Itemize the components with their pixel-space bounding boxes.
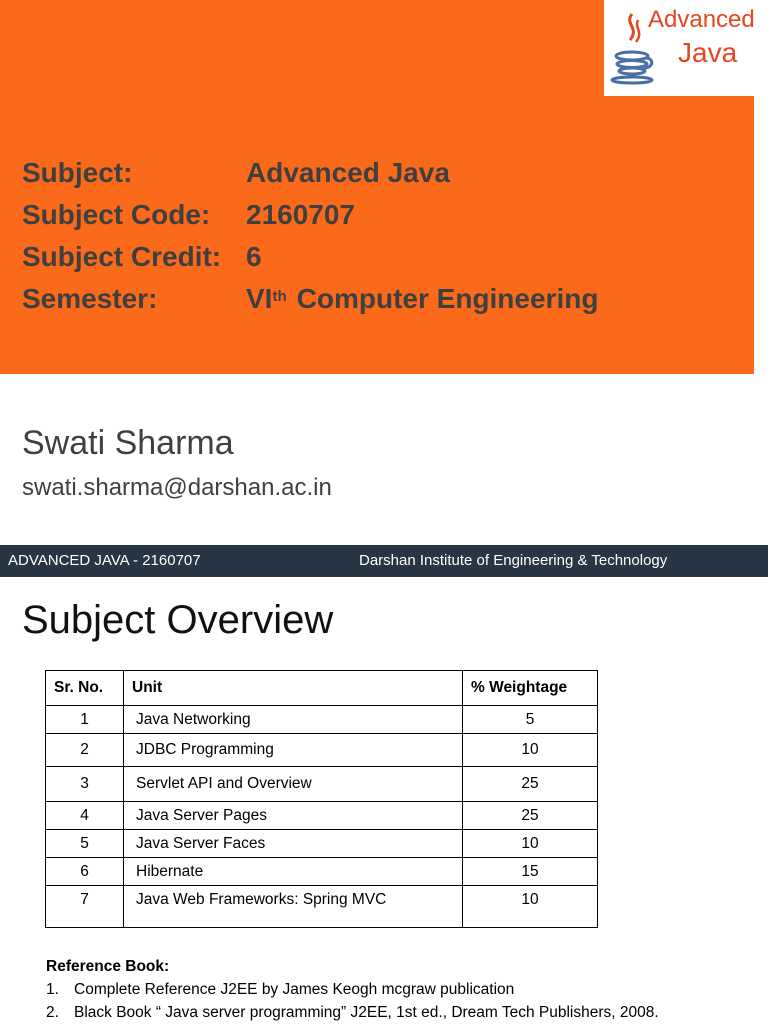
row-weightage: 5: [463, 706, 598, 734]
subject-code-value: 2160707: [246, 199, 356, 230]
row-weightage: 25: [463, 802, 598, 830]
row-weightage: 10: [463, 830, 598, 858]
reference-item: [46, 1001, 659, 1024]
author-name: Swati Sharma: [22, 424, 234, 462]
java-logo: [604, 0, 768, 96]
table-row: [46, 706, 598, 734]
header-sr-no: Sr. No.: [46, 671, 124, 706]
author-email: swati.sharma@darshan.ac.in: [22, 474, 332, 501]
subject-label: Subject:: [22, 157, 133, 188]
reference-heading: Reference Book:: [46, 958, 170, 975]
subject-value: Advanced Java: [246, 157, 450, 188]
row-sr-no: 4: [46, 802, 124, 830]
row-unit: Java Web Frameworks: Spring MVC: [124, 886, 463, 928]
overview-table: [45, 670, 598, 928]
subject-row: [22, 152, 598, 194]
row-unit: Java Networking: [124, 706, 463, 734]
row-sr-no: 3: [46, 767, 124, 802]
footer-bar: [0, 545, 768, 577]
table-row: [46, 734, 598, 767]
semester-label: Semester:: [22, 283, 158, 314]
table-row: [46, 886, 598, 928]
reference-text: Complete Reference J2EE by James Keogh mcgraw publication: [74, 981, 515, 998]
subject-credit-row: [22, 236, 598, 278]
row-unit: Hibernate: [124, 858, 463, 886]
row-unit: JDBC Programming: [124, 734, 463, 767]
table-row: [46, 830, 598, 858]
subject-info: [22, 152, 598, 320]
semester-roman: VI: [246, 283, 273, 314]
row-weightage: 10: [463, 734, 598, 767]
subject-credit-label: Subject Credit:: [22, 241, 222, 272]
semester-row: [22, 278, 598, 320]
table-row: [46, 802, 598, 830]
reference-number: 2.: [46, 1004, 59, 1021]
table-row: [46, 858, 598, 886]
row-weightage: 15: [463, 858, 598, 886]
footer-left-text: ADVANCED JAVA - 2160707: [8, 552, 201, 569]
semester-value: Computer Engineering: [296, 283, 599, 314]
table-header-row: [46, 671, 598, 706]
logo-text-advanced: Advanced: [648, 6, 755, 33]
table-row: [46, 767, 598, 802]
footer-right-text: Darshan Institute of Engineering & Technology: [359, 552, 668, 569]
header-weightage: % Weightage: [463, 671, 598, 706]
row-weightage: 10: [463, 886, 598, 928]
row-unit: Servlet API and Overview: [124, 767, 463, 802]
reference-books: [46, 955, 659, 1024]
header-unit: Unit: [124, 671, 463, 706]
logo-text-java: Java: [678, 37, 738, 68]
page-title: Subject Overview: [22, 598, 334, 642]
row-sr-no: 6: [46, 858, 124, 886]
subject-code-label: Subject Code:: [22, 199, 211, 230]
reference-number: 1.: [46, 981, 59, 998]
row-sr-no: 7: [46, 886, 124, 928]
semester-sup: th: [272, 288, 287, 305]
row-sr-no: 5: [46, 830, 124, 858]
subject-credit-value: 6: [246, 241, 262, 272]
row-weightage: 25: [463, 767, 598, 802]
row-sr-no: 2: [46, 734, 124, 767]
reference-item: [46, 978, 659, 1001]
subject-code-row: [22, 194, 598, 236]
reference-text: Black Book “ Java server programming” J2EE, 1st ed., Dream Tech Publishers, 2008.: [74, 1004, 659, 1021]
row-sr-no: 1: [46, 706, 124, 734]
row-unit: Java Server Pages: [124, 802, 463, 830]
row-unit: Java Server Faces: [124, 830, 463, 858]
